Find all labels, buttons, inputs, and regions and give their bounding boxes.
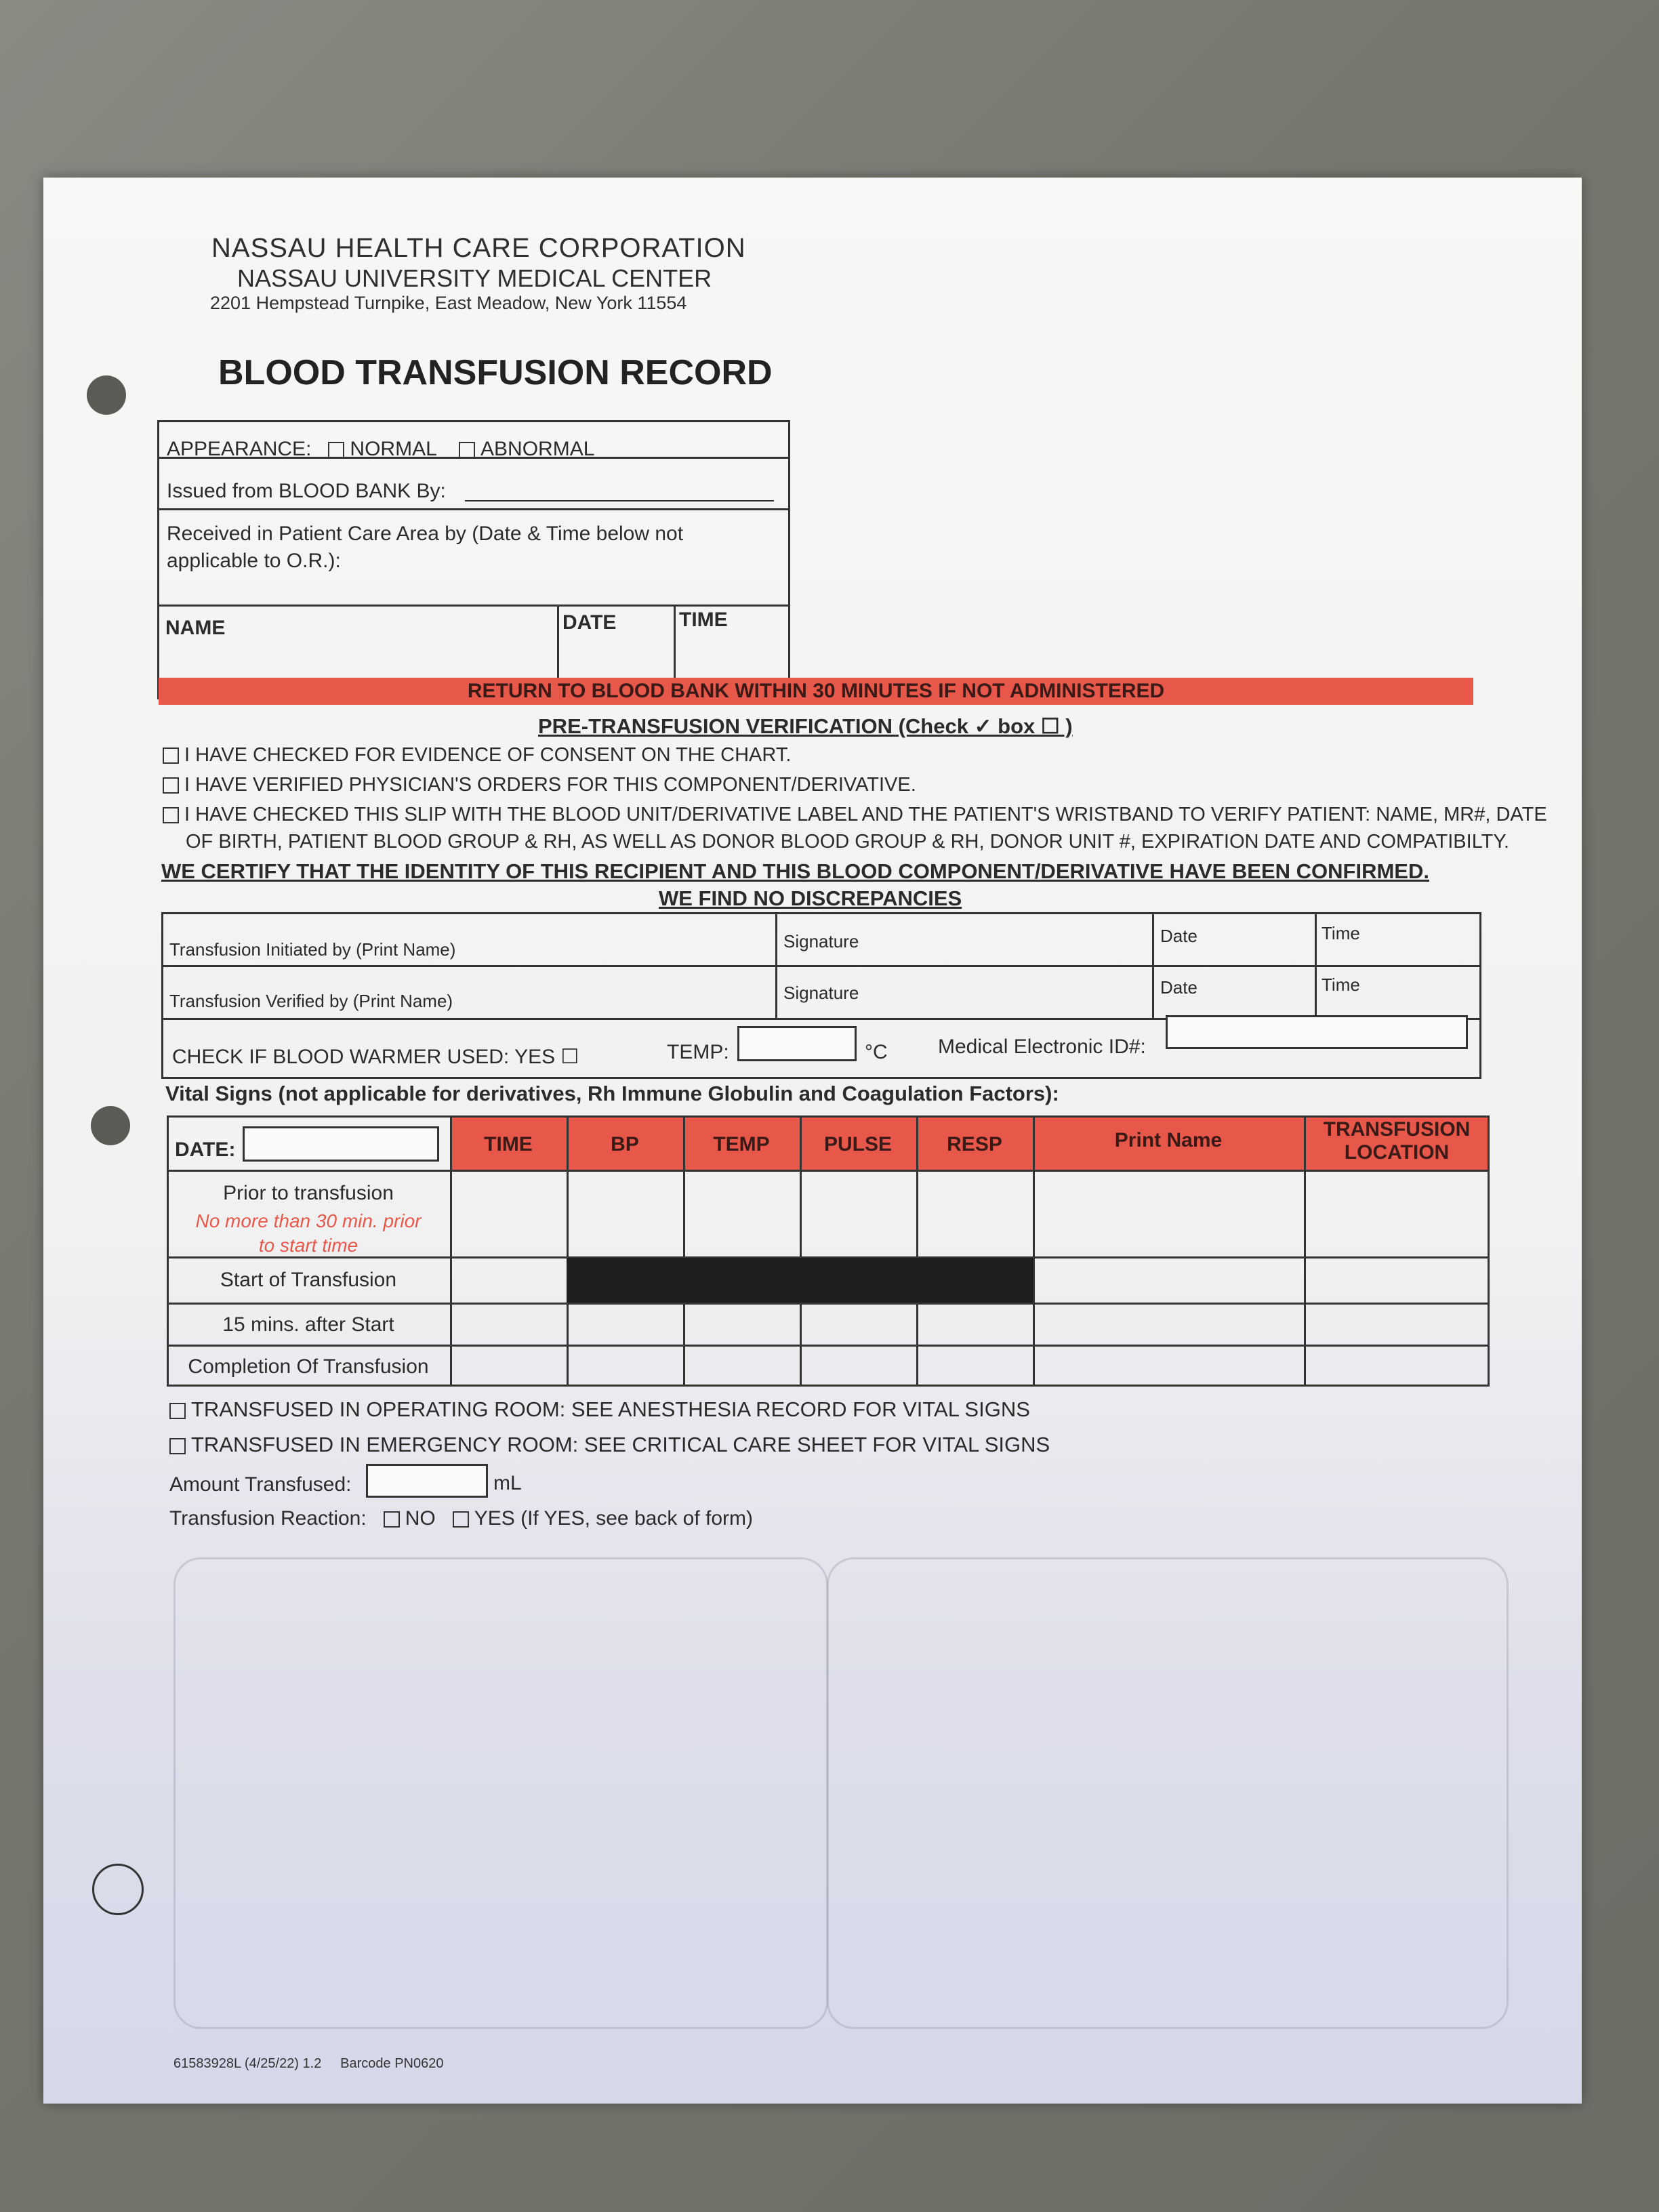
date-column: DATE <box>562 611 617 634</box>
initiated-signature-label: Signature <box>783 931 859 951</box>
col-time: TIME <box>484 1133 533 1155</box>
col-print-name: Print Name <box>1114 1129 1223 1151</box>
reaction-yes-checkbox[interactable] <box>453 1511 469 1528</box>
row-15min-label: 15 mins. after Start <box>222 1313 394 1336</box>
center-name: NASSAU UNIVERSITY MEDICAL CENTER <box>237 264 712 292</box>
consent-checkbox[interactable] <box>163 747 179 764</box>
pre-verification-heading: PRE-TRANSFUSION VERIFICATION (Check ✓ box ☐ ) <box>538 714 1073 738</box>
consent-item: I HAVE CHECKED FOR EVIDENCE OF CONSENT ON THE CHART. <box>184 744 792 766</box>
abnormal-label: ABNORMAL <box>480 438 595 460</box>
col-temp: TEMP <box>713 1133 770 1155</box>
temp-input[interactable] <box>737 1026 857 1061</box>
perforation-left <box>173 1557 828 2029</box>
binder-hole-top <box>87 375 126 415</box>
med-id-input[interactable] <box>1166 1015 1468 1049</box>
normal-checkbox[interactable] <box>328 442 344 458</box>
issued-by-line[interactable] <box>465 500 774 501</box>
label-check-item-cont: OF BIRTH, PATIENT BLOOD GROUP & RH, AS WELL AS DONOR BLOOD GROUP & RH, DONOR UNIT #, EXPIRATION DATE AND COMPATIBILTY. <box>186 831 1510 853</box>
reaction-yes-label: YES (If YES, see back of form) <box>474 1507 754 1530</box>
reaction-label: Transfusion Reaction: <box>169 1507 367 1530</box>
normal-label: NORMAL <box>350 438 436 460</box>
reaction-no-label: NO <box>405 1507 436 1530</box>
initiated-by-label: Transfusion Initiated by (Print Name) <box>169 939 456 960</box>
row-completion-label: Completion Of Transfusion <box>188 1355 429 1378</box>
col-pulse: PULSE <box>823 1133 893 1155</box>
received-label: Received in Patient Care Area by (Date & Time below not applicable to O.R.): <box>167 523 684 572</box>
no-discrepancies: WE FIND NO DISCREPANCIES <box>659 886 962 910</box>
time-column: TIME <box>679 609 728 631</box>
page-title: BLOOD TRANSFUSION RECORD <box>218 353 773 392</box>
orders-checkbox[interactable] <box>163 777 179 794</box>
reaction-no-checkbox[interactable] <box>384 1511 400 1528</box>
name-column: NAME <box>165 617 226 639</box>
col-resp: RESP <box>947 1133 1002 1155</box>
vitals-date-label: DATE: <box>175 1139 236 1161</box>
abnormal-checkbox[interactable] <box>459 442 475 458</box>
initiated-time-label: Time <box>1322 923 1360 943</box>
corporation-name: NASSAU HEALTH CARE CORPORATION <box>211 233 746 263</box>
celsius-unit: °C <box>865 1041 888 1063</box>
verified-time-label: Time <box>1322 975 1360 995</box>
col-transfusion-location: TRANSFUSION LOCATION <box>1323 1118 1471 1164</box>
orders-item: I HAVE VERIFIED PHYSICIAN'S ORDERS FOR THIS COMPONENT/DERIVATIVE. <box>184 774 916 796</box>
appearance-label: APPEARANCE: <box>167 438 312 460</box>
address: 2201 Hempstead Turnpike, East Meadow, New York 11554 <box>210 293 687 313</box>
certify-statement: WE CERTIFY THAT THE IDENTITY OF THIS RECIPIENT AND THIS BLOOD COMPONENT/DERIVATIVE HAVE BEEN CONFIRMED. <box>161 859 1429 883</box>
vitals-heading: Vital Signs (not applicable for derivatives, Rh Immune Globulin and Coagulation Factors): <box>165 1082 1059 1105</box>
blacked-out-cells <box>567 1258 1033 1303</box>
med-id-label: Medical Electronic ID#: <box>938 1036 1146 1058</box>
or-checkbox[interactable] <box>169 1403 186 1419</box>
form-code <box>173 2056 443 2072</box>
temp-label: TEMP: <box>667 1041 729 1063</box>
verified-by-label: Transfusion Verified by (Print Name) <box>169 991 453 1011</box>
barcode-label: Barcode PN0620 <box>340 2056 444 2071</box>
or-label: TRANSFUSED IN OPERATING ROOM: SEE ANESTHESIA RECORD FOR VITAL SIGNS <box>191 1397 1030 1421</box>
form-number: 61583928L (4/25/22) 1.2 <box>173 2056 322 2071</box>
ml-unit: mL <box>493 1472 522 1494</box>
label-check-checkbox[interactable] <box>163 807 179 823</box>
initiated-date-label: Date <box>1160 926 1197 946</box>
er-label: TRANSFUSED IN EMERGENCY ROOM: SEE CRITICAL CARE SHEET FOR VITAL SIGNS <box>191 1433 1050 1456</box>
label-check-item: I HAVE CHECKED THIS SLIP WITH THE BLOOD UNIT/DERIVATIVE LABEL AND THE PATIENT'S WRISTBAND TO VERIFY PATIENT: NAME, MR#, DATE <box>184 804 1547 825</box>
er-checkbox[interactable] <box>169 1438 186 1454</box>
amount-label: Amount Transfused: <box>169 1473 352 1496</box>
row-prior-note: No more than 30 min. prior to start time <box>195 1210 422 1256</box>
binder-hole-bottom <box>92 1864 144 1915</box>
perforation-right <box>827 1557 1509 2029</box>
verified-signature-label: Signature <box>783 983 859 1003</box>
form-sheet <box>43 178 1582 2104</box>
return-warning-banner: RETURN TO BLOOD BANK WITHIN 30 MINUTES IF NOT ADMINISTERED <box>159 678 1473 705</box>
amount-input[interactable] <box>366 1464 488 1498</box>
binder-hole-middle <box>91 1106 130 1145</box>
verified-date-label: Date <box>1160 977 1197 998</box>
row-start-label: Start of Transfusion <box>220 1269 397 1291</box>
blood-warmer-label: CHECK IF BLOOD WARMER USED: YES ☐ <box>172 1046 579 1068</box>
vitals-date-input[interactable] <box>243 1126 439 1162</box>
col-bp: BP <box>611 1133 639 1155</box>
issued-label: Issued from BLOOD BANK By: <box>167 480 446 502</box>
row-prior-label: Prior to transfusion <box>223 1182 394 1204</box>
